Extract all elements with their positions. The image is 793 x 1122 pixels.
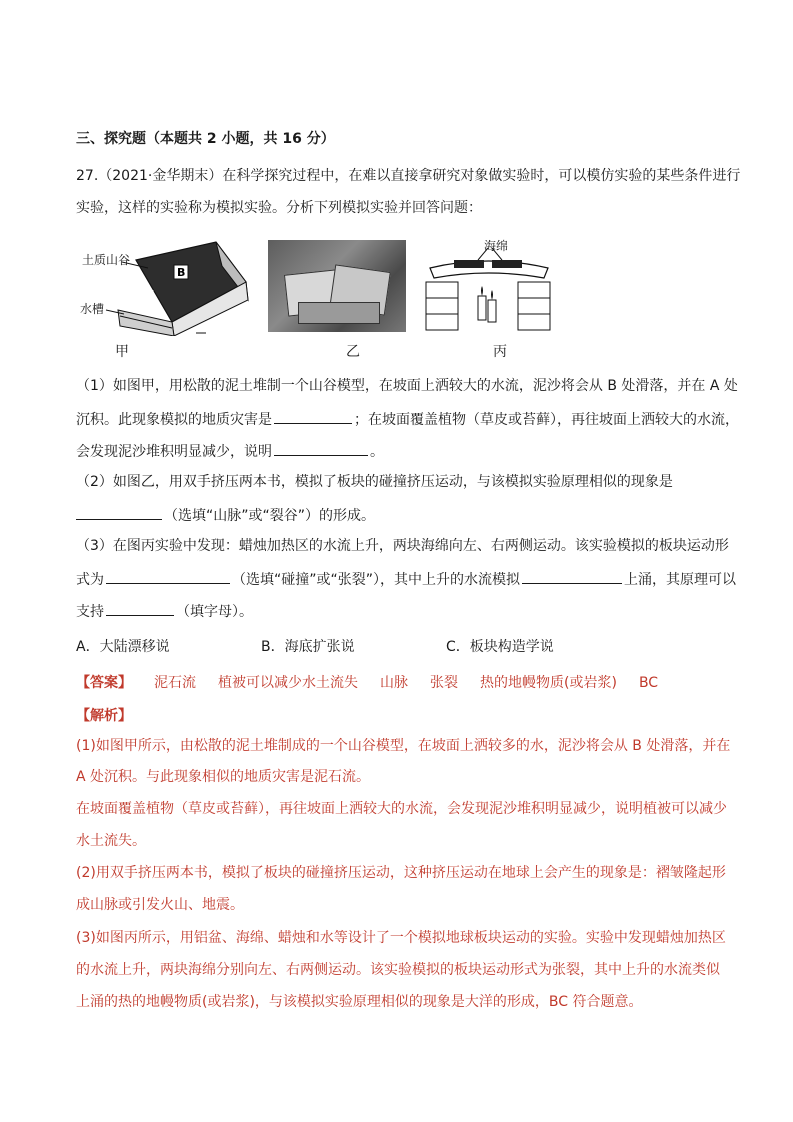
figure-jia-label-b: B (177, 266, 186, 279)
part3-line1: （3）在图丙实验中发现：蜡烛加热区的水流上升，两块海绵向左、右两侧运动。该实验模拟的板块运动形 (76, 538, 729, 554)
analysis-line8: 的水流上升，两块海绵分别向左、右两侧运动。该实验模拟的板块运动形式为张裂，其中上升的水流类似 (76, 962, 720, 978)
figure-yi-books-photo (268, 240, 406, 332)
analysis-line6: 成山脉或引发火山、地震。 (76, 897, 244, 913)
answer-blank-6[interactable] (106, 600, 174, 616)
analysis-line9: 上涌的热的地幔物质(或岩浆)，与该模拟实验原理相似的现象是大洋的形成，BC 符合题意。 (76, 994, 643, 1010)
part1-line3-b: 。 (370, 444, 384, 460)
part3-line3-a: 支持 (76, 604, 104, 620)
analysis-line3: 在坡面覆盖植物（草皮或苔藓），再往坡面上洒较大的水流，会发现泥沙堆积明显减少，说明植被可以减少 (76, 801, 727, 817)
part3-line3-b: （填字母）。 (176, 604, 253, 620)
part2-line2-text: （选填“山脉”或“裂谷”）的形成。 (164, 508, 376, 524)
question-stem-line1: 27.（2021·金华期末）在科学探究过程中，在难以直接拿研究对象做实验时，可以模仿实验的某些条件进行 (76, 168, 741, 184)
analysis-line5: (2)用双手挤压两本书，模拟了板块的碰撞挤压运动，这种挤压运动在地球上会产生的现象是：褶皱隆起形 (76, 865, 726, 881)
figure-jia-label-trough: 水槽 (80, 302, 105, 316)
answer-blank-2[interactable] (274, 440, 368, 456)
answer-item-5: 热的地幔物质(或岩浆) (480, 675, 617, 691)
option-b: B．海底扩张说 (261, 639, 355, 655)
answer-blank-1[interactable] (274, 408, 352, 424)
figure-bing-label-sponge: 海绵 (484, 239, 509, 253)
answer-blank-3[interactable] (76, 504, 162, 520)
analysis-label: 【解析】 (76, 708, 132, 724)
option-a: A．大陆漂移说 (76, 639, 170, 655)
answer-label: 【答案】 (76, 675, 132, 691)
part3-line3 (76, 600, 253, 622)
part1-line2-a: 沉积。此现象模拟的地质灾害是 (76, 412, 272, 428)
part1-line3-a: 会发现泥沙堆积明显减少，说明 (76, 444, 272, 460)
part3-line2-c: 上涌，其原理可以 (624, 572, 737, 588)
answer-item-3: 山脉 (380, 675, 408, 691)
figure-yi-caption: 乙 (346, 344, 360, 360)
analysis-line4: 水土流失。 (76, 833, 146, 849)
figure-jia-label-valley: 土质山谷 (82, 253, 131, 267)
figure-jia-label-a: A (148, 288, 156, 301)
part3-line2-a: 式为 (76, 572, 104, 588)
analysis-line7: (3)如图丙所示，用铝盆、海绵、蜡烛和水等设计了一个模拟地球板块运动的实验。实验中发现蜡烛加热区 (76, 930, 726, 946)
answer-row (76, 673, 680, 693)
answer-blank-4[interactable] (106, 568, 230, 584)
option-c: C．板块构造学说 (446, 639, 554, 655)
question-stem-line2: 实验，这样的实验称为模拟实验。分析下列模拟实验并回答问题： (76, 200, 482, 216)
part1-line1: （1）如图甲，用松散的泥土堆制一个山谷模型，在坡面上洒较大的水流，泥沙将会从 B 处滑落，并在 A 处 (76, 378, 738, 394)
part1-line3 (76, 440, 384, 462)
analysis-line1: (1)如图甲所示，由松散的泥土堆制成的一个山谷模型，在坡面上洒较多的水，泥沙将会从 B 处滑落，并在 (76, 738, 731, 754)
part1-line2-b: ；在坡面覆盖植物（草皮或苔藓），再往坡面上洒较大的水流， (354, 412, 739, 428)
part1-line2 (76, 408, 739, 430)
figure-jia-caption: 甲 (115, 344, 129, 360)
figure-bing-caption: 丙 (493, 344, 507, 360)
answer-item-1: 泥石流 (154, 675, 196, 691)
section-title: 三、探究题（本题共 2 小题，共 16 分） (76, 131, 335, 147)
part2-line1: （2）如图乙，用双手挤压两本书，模拟了板块的碰撞挤压运动，与该模拟实验原理相似的现象是 (76, 474, 673, 490)
answer-item-6: BC (638, 675, 659, 691)
answer-item-4: 张裂 (430, 675, 458, 691)
answer-blank-5[interactable] (522, 568, 622, 584)
part3-line2 (76, 568, 736, 590)
part3-line2-b: （选填“碰撞”或“张裂”），其中上升的水流模拟 (232, 572, 521, 588)
part2-line2 (76, 504, 375, 526)
answer-item-2: 植被可以减少水土流失 (218, 675, 358, 691)
analysis-line2: A 处沉积。与此现象相似的地质灾害是泥石流。 (76, 769, 371, 785)
